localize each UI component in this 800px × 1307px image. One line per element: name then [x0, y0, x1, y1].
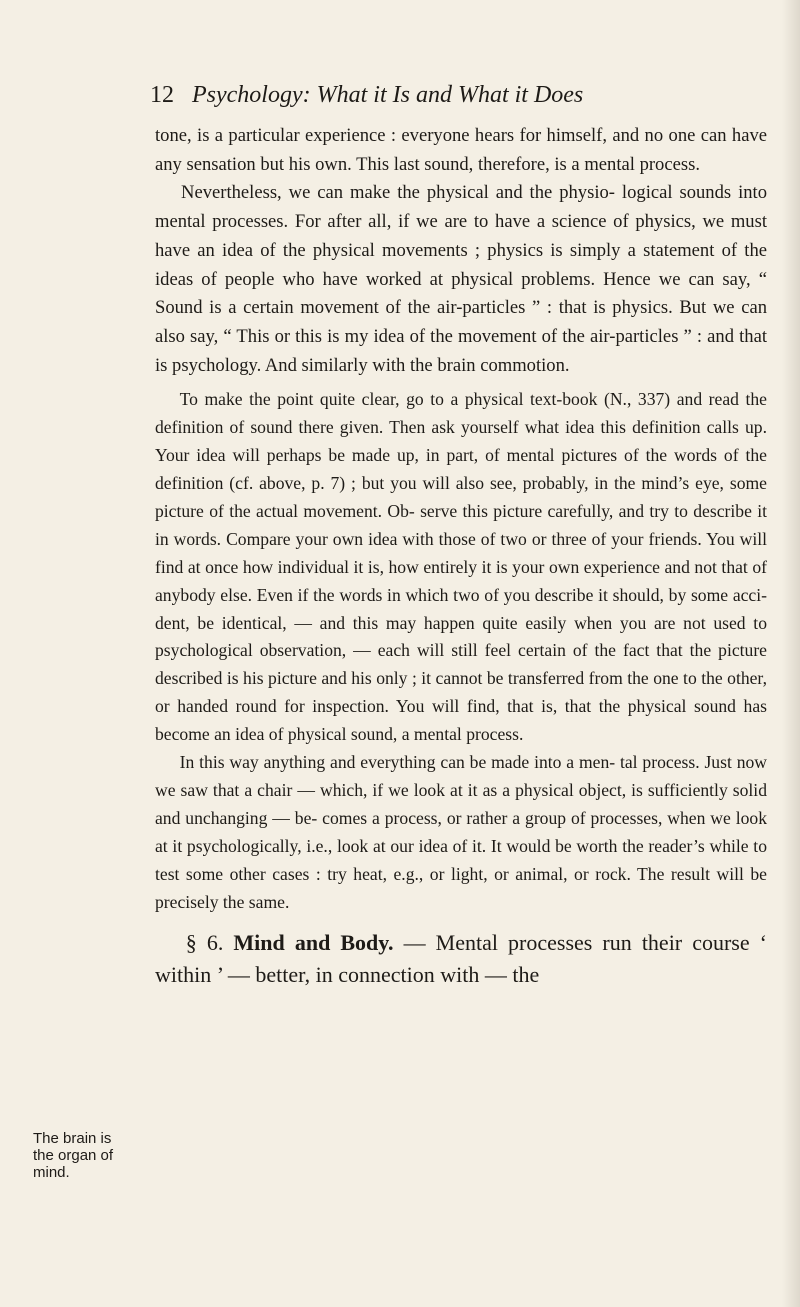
section-text: — Mental processes run their course ‘ within ’ — better, in connection with — the [155, 929, 767, 987]
page-edge-shadow [782, 0, 800, 1307]
body-text [155, 122, 767, 991]
section-number: § 6. [185, 929, 224, 955]
paragraph-4: In this way anything and everything can be made into a men- tal process. Just now we saw that a chair — which, if we look at it as a physical object, is sufficiently solid and unchanging — be- comes a process, or rather a group of processes, when we look at it psychologically, i.e., look at our idea of it. It would be worth the reader’s while to test some other cases : try heat, e.g., or light, or animal, or rock. The result will be precisely the same. [155, 752, 767, 912]
running-head [150, 82, 770, 109]
paragraph-1: tone, is a particular experience : everyone hears for himself, and no one can have any sensation but his own. This last sound, therefore, is a mental process. [155, 125, 767, 175]
running-title: Psychology: What it Is and What it Does [192, 82, 584, 108]
margin-note-line: the organ of [33, 1147, 114, 1164]
margin-note-line: The brain is [33, 1130, 112, 1147]
paragraph-2: Nevertheless, we can make the physical and the physio- logical sounds into mental processes. For after all, if we are to have a science of physics, we must have an idea of the physical movements ; physics is simply a statement of the ideas of people who have worked at physical problems. Hence we can say, “ Sound is a certain movement of the air-particles ” : that is physics. But we can also say, “ This or this is my idea of the movement of the air-particles ” : and that is psychology. And similarly with the brain commotion. [155, 182, 767, 376]
section-paragraph [155, 927, 767, 991]
section-heading: Mind and Body. [233, 929, 394, 955]
page-number: 12 [150, 82, 174, 108]
margin-note [33, 1130, 133, 1181]
paragraph-3: To make the point quite clear, go to a physical text-book (N., 337) and read the definition of sound there given. Then ask yourself what idea this definition calls up. Your idea will perhaps be made up, in part, of mental pictures of the words of the definition (cf. above, p. 7) ; but you will also see, probably, in the mind’s eye, some picture of the actual movement. Ob- serve this picture carefully, and try to describe it in words. Compare your own idea with those of two or three of your friends. You will find at once how individual it is, how entirely it is your own experience and not that of anybody else. Even if the words in which two of you describe it should, by some acci- dent, be identical, — and this may happen quite easily when you are not used to psychological observation, — each will still feel certain of the fact that the picture described is his picture and his only ; it cannot be transferred from the one to the other, or handed round for inspection. You will find, that is, that the physical sound has become an idea of physical sound, a mental process. [155, 389, 767, 745]
margin-note-line: mind. [33, 1164, 70, 1181]
